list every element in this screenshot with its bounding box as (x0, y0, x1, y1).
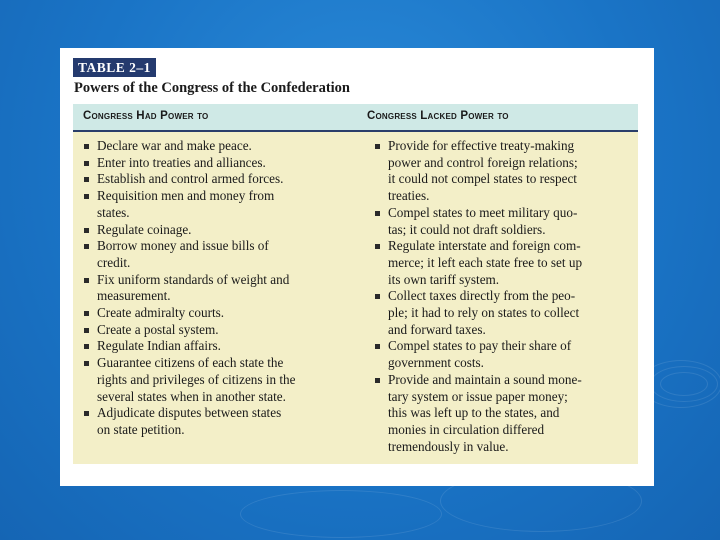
lacked-power-item (374, 288, 636, 338)
had-power-item (83, 355, 353, 405)
list-item-line: its own tariff system. (388, 271, 500, 287)
column-header-lacked-power: Congress Lacked Power to (367, 110, 509, 122)
list-item-line: tary system or issue paper money; (388, 388, 568, 404)
list-item-line: treaties. (388, 188, 430, 204)
table-header-row (73, 104, 638, 132)
had-power-item (83, 322, 353, 339)
list-item-line: Compel states to pay their share of (388, 338, 572, 354)
list-item-line: it could not compel states to respect (388, 171, 577, 187)
table-body (73, 132, 638, 464)
table-caption: Powers of the Congress of the Confederation (74, 80, 350, 96)
lacked-power-list (374, 138, 636, 455)
list-item-line: Collect taxes directly from the peo- (388, 288, 576, 304)
list-item-line: Establish and control armed forces. (97, 171, 284, 187)
had-power-item (83, 138, 353, 155)
list-item-line: this was left up to the states, and (388, 405, 560, 421)
table-card (60, 48, 654, 486)
had-power-item (83, 405, 353, 438)
list-item-line: states. (97, 204, 130, 220)
had-power-item (83, 188, 353, 221)
list-item-line: tas; it could not draft soldiers. (388, 221, 546, 237)
list-item-line: Borrow money and issue bills of (97, 238, 269, 254)
list-item-line: Create a postal system. (97, 321, 219, 337)
list-item-line: Declare war and make peace. (97, 138, 252, 153)
list-item-line: power and control foreign relations; (388, 154, 578, 170)
list-item-line: monies in circulation differed (388, 421, 545, 437)
table-number-tag: TABLE 2–1 (73, 58, 156, 77)
list-item-line: Guarantee citizens of each state the (97, 355, 284, 371)
had-power-item (83, 222, 353, 239)
list-item-line: on state petition. (97, 421, 185, 437)
had-power-item (83, 305, 353, 322)
list-item-line: Fix uniform standards of weight and (97, 271, 290, 287)
had-power-item (83, 171, 353, 188)
list-item-line: Enter into treaties and alliances. (97, 154, 266, 170)
list-item-line: merce; it left each state free to set up (388, 254, 583, 270)
had-power-item (83, 272, 353, 305)
list-item-line: several states when in another state. (97, 388, 286, 404)
list-item-line: tremendously in value. (388, 438, 509, 454)
list-item-line: credit. (97, 254, 131, 270)
column-header-had-power: Congress Had Power to (83, 110, 209, 122)
list-item-line: Regulate interstate and foreign com- (388, 238, 581, 254)
lacked-power-item (374, 338, 636, 371)
list-item-line: Create admiralty courts. (97, 305, 225, 321)
list-item-line: Compel states to meet military quo- (388, 204, 578, 220)
lacked-power-item (374, 372, 636, 456)
list-item-line: and forward taxes. (388, 321, 486, 337)
had-power-item (83, 155, 353, 172)
lacked-power-item (374, 138, 636, 205)
list-item-line: rights and privileges of citizens in the (97, 371, 296, 387)
list-item-line: Adjudicate disputes between states (97, 405, 282, 421)
list-item-line: measurement. (97, 288, 171, 304)
had-power-item (83, 238, 353, 271)
decorative-ripple (240, 490, 442, 538)
had-power-list (83, 138, 353, 439)
list-item-line: ple; it had to rely on states to collect (388, 305, 580, 321)
lacked-power-item (374, 238, 636, 288)
list-item-line: Provide for effective treaty-making (388, 138, 575, 153)
list-item-line: Regulate Indian affairs. (97, 338, 221, 354)
had-power-item (83, 338, 353, 355)
list-item-line: Requisition men and money from (97, 188, 275, 204)
lacked-power-item (374, 205, 636, 238)
list-item-line: Regulate coinage. (97, 221, 192, 237)
list-item-line: Provide and maintain a sound mone- (388, 371, 582, 387)
list-item-line: government costs. (388, 355, 484, 371)
